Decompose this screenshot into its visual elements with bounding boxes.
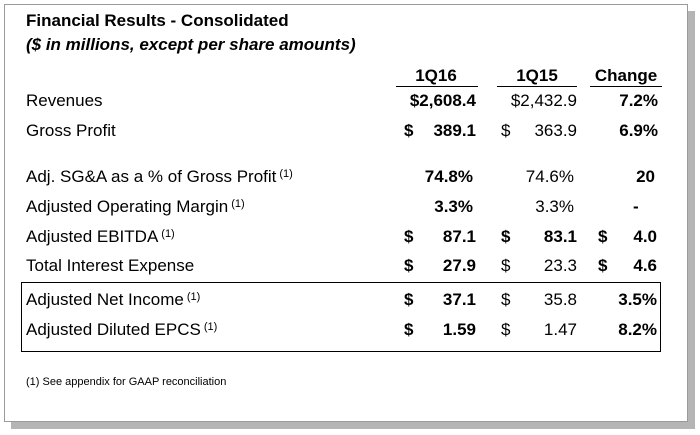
- currency-change: $: [598, 227, 608, 246]
- currency-1q16: $: [404, 227, 414, 246]
- value-1q15: 363.9: [534, 121, 577, 140]
- value-change: 3.5%: [618, 290, 657, 309]
- value-1q15: 83.1: [543, 227, 577, 246]
- row-label: Adj. SG&A as a % of Gross Profit $^{(1)}$: [26, 167, 293, 186]
- value-1q16: 74.8%: [424, 167, 473, 186]
- value-change: -: [633, 197, 639, 216]
- value-1q16: 389.1: [433, 121, 476, 140]
- row-label: Adjusted Net Income $^{(1)}$: [26, 290, 201, 309]
- currency-1q15: $: [501, 320, 511, 339]
- column-header-1q15: 1Q15: [516, 66, 558, 85]
- currency-1q16: $: [404, 290, 414, 309]
- table-row-total-interest-expense: [0, 254, 700, 278]
- page-title: Financial Results - Consolidated: [26, 11, 289, 30]
- value-1q16: 87.1: [442, 227, 476, 246]
- column-header-1q16: 1Q16: [415, 66, 457, 85]
- value-1q16: 3.3%: [434, 197, 473, 216]
- row-label: Adjusted Operating Margin $^{(1)}$: [26, 197, 245, 216]
- table-row-adj-operating-margin: [0, 195, 700, 219]
- currency-1q15: $: [501, 121, 511, 140]
- value-1q16: 1.59: [442, 320, 476, 339]
- value-1q16: 37.1: [442, 290, 476, 309]
- row-label: Adjusted Diluted EPCS $^{(1)}$: [26, 320, 218, 339]
- value-1q15: 74.6%: [525, 167, 574, 186]
- currency-1q16: $: [404, 121, 414, 140]
- column-header-change: Change: [594, 66, 658, 85]
- row-label: Revenues: [26, 91, 103, 110]
- column-underline-change: [590, 86, 662, 87]
- currency-1q15: $: [501, 227, 511, 246]
- footnote: (1) See appendix for GAAP reconciliation: [26, 376, 227, 388]
- table-row-adj-sga: [0, 165, 700, 189]
- column-underline-1q16: [396, 86, 478, 87]
- value-change: 6.9%: [619, 121, 658, 140]
- table-row-adj-diluted-epcs: [0, 318, 700, 342]
- column-underline-1q15: [497, 86, 577, 87]
- value-change: 4.0: [633, 227, 657, 246]
- currency-1q15: $: [501, 256, 511, 275]
- value-1q15: 35.8: [543, 290, 577, 309]
- currency-1q16: $: [404, 320, 414, 339]
- value-change: 4.6: [633, 256, 657, 275]
- table-row-revenues: [0, 89, 700, 113]
- value-1q16: $2,608.4: [409, 91, 476, 110]
- table-row-gross-profit: [0, 119, 700, 143]
- currency-1q16: $: [404, 256, 414, 275]
- value-1q15: $2,432.9: [510, 91, 577, 110]
- row-label: Total Interest Expense: [26, 256, 195, 275]
- value-1q15: 3.3%: [535, 197, 574, 216]
- value-1q16: 27.9: [442, 256, 476, 275]
- value-1q15: 23.3: [543, 256, 577, 275]
- row-label: Gross Profit: [26, 121, 116, 140]
- value-change: 20: [636, 167, 655, 186]
- table-row-adj-net-income: [0, 288, 700, 312]
- page-subtitle: ($ in millions, except per share amounts): [26, 35, 356, 54]
- value-change: 8.2%: [618, 320, 657, 339]
- value-1q15: 1.47: [543, 320, 577, 339]
- currency-change: $: [598, 256, 608, 275]
- value-change: 7.2%: [619, 91, 658, 110]
- table-row-adj-ebitda: [0, 225, 700, 249]
- row-label: Adjusted EBITDA $^{(1)}$: [26, 227, 175, 246]
- currency-1q15: $: [501, 290, 511, 309]
